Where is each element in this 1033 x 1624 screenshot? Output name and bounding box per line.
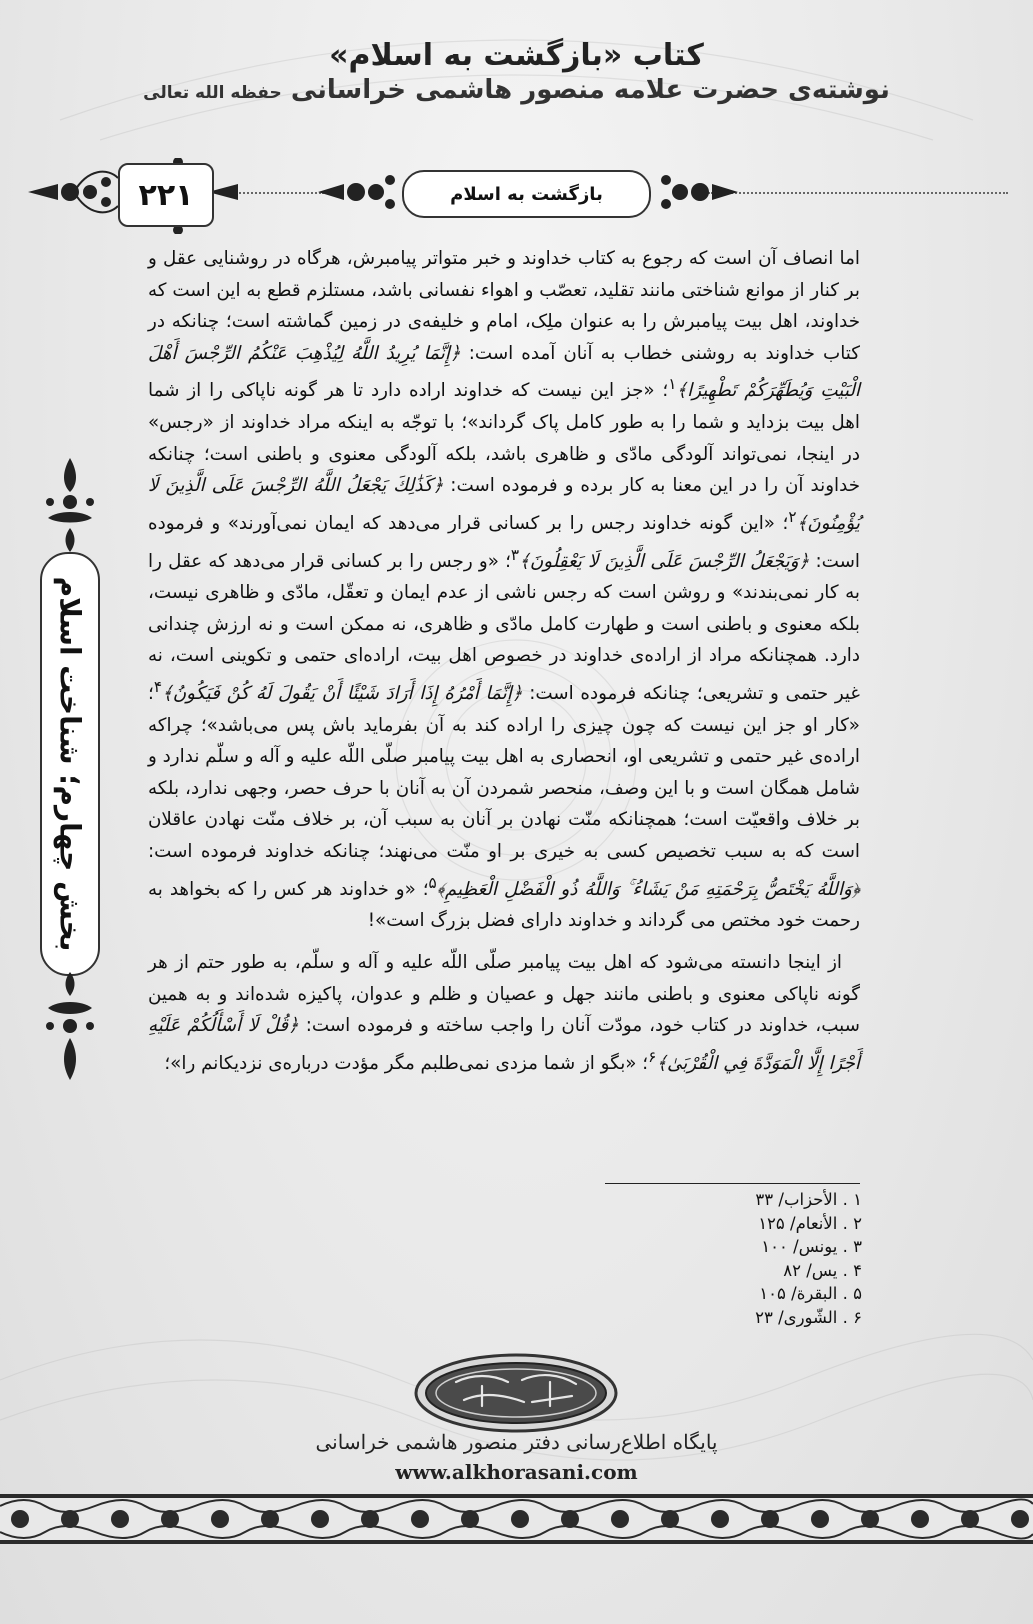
main-text <box>148 243 860 1079</box>
text-segment: ؛ «کار او جز این نیست که چون چیزی را اراده کند به آن بفرماید باش پس می‌باشد»؛ چراکه اراده‌ی غیر حتمی و تشریعی او، انحصاری به اهل بیت پیامبر صلّی اللّه علیه و آله و سلّم ندارد و شامل همگان است و با این وصف، منحصر شمردن آن به آنان با حرف حصر، وجهی ندارد، بلکه بر خلاف واقعیّت است؛ همچنانکه منّت نهادن بر آنان به سبب آن، بر خلاف منّت نهادن عاقلان است که به سبب تخصیص کسی به خیری بر او منّت می‌نهند؛ چنانکه خداوند فرموده است: <box>148 683 860 863</box>
sidebar-top-ornament-icon <box>40 458 100 554</box>
quran-verse: ﴿إِنَّمَا أَمْرُهُ إِذَا أَرَادَ شَيْئًا أَنْ يَقُولَ لَهُ كُنْ فَيَكُونُ﴾ <box>162 683 523 705</box>
quran-verse: ﴿وَيَجْعَلُ الرِّجْسَ عَلَى الَّذِينَ لَا يَعْقِلُونَ﴾ <box>519 550 810 572</box>
sidebar-section-title: بخش چهارم؛ شناخت اسلام <box>53 576 87 952</box>
book-title: کتاب «بازگشت به اسلام» <box>329 38 704 73</box>
site-url-link[interactable]: www.alkhorasani.com <box>395 1460 638 1484</box>
footnote-ref[interactable]: ۳ <box>510 545 520 564</box>
footnotes <box>600 1188 862 1329</box>
text-segment: از اینجا دانسته می‌شود که اهل بیت پیامبر صلّی اللّه علیه و آله و سلّم، به طور حتم از هر گونه ناپاکی معنوی و باطنی مانند جهل و عصیان و ظلم و عدوان، پاکیزه شده‌اند و به همین سبب، خداوند در کتاب خود، مودّت آنان را واجب ساخته و فرموده است: <box>148 951 860 1037</box>
author-line <box>0 75 1033 105</box>
footnote-ref[interactable]: ۵ <box>428 873 437 892</box>
footnote-item: ۶ . الشّوری/ ۲۳ <box>755 1307 862 1327</box>
footnote-ref[interactable]: ۱ <box>668 375 677 394</box>
text-segment: ؛ «و رجس را بر کسانی قرار می‌دهد که عقل را به کار نمی‌بندند» و روشن است که رجس ناشی از عدم ایمان و تعقّل، مادّی و ظاهری نیست، بلکه معنوی و باطنی است و طهارت کامل مادّی و ظاهری، نه ممکن است و نه ارزش چندانی دارد. همچنانکه مراد از اراده‌ی خداوند در خصوص اهل بیت، اراده‌ای حتمی و تکوینی است، نه غیر حتمی و تشریعی؛ چنانکه فرموده است: <box>148 550 860 705</box>
text-segment: ؛ «بگو از شما مزدی نمی‌طلبم مگر مؤدت درباره‌ی نزدیکانم را»؛ <box>164 1052 649 1074</box>
text-segment: ؛ «این گونه خداوند رجس را بر کسانی قرار می‌دهد که ایمان نمی‌آورند» و فرموده است: <box>148 512 860 572</box>
text-segment: ؛ «و خداوند هر کس را که بخواهد به رحمت خود مختص می گرداند و خداوند دارای فضل بزرگ است»! <box>148 878 860 932</box>
sidebar-bottom-ornament-icon <box>40 972 100 1082</box>
footnote-ref[interactable]: ۲ <box>788 507 797 526</box>
quran-verse: ﴿كَذَٰلِكَ يَجْعَلُ اللَّهُ الرِّجْسَ عَلَى الَّذِينَ لَا يُؤْمِنُونَ﴾ <box>148 475 860 534</box>
quran-verse: ﴿وَاللَّهُ يَخْتَصُّ بِرَحْمَتِهِ مَنْ يَشَاءُ ۚ وَاللَّهُ ذُو الْفَضْلِ الْعَظِيمِ﴾ <box>436 878 860 900</box>
footnote-item: ۵ . البقرة/ ۱۰۵ <box>759 1284 862 1303</box>
footnote-divider <box>605 1183 860 1184</box>
author-name: نوشته‌ی حضرت علامه منصور هاشمی خراسانی <box>290 75 890 105</box>
footnote-item: ۲ . الأنعام/ ۱۲۵ <box>758 1213 862 1233</box>
quran-verse: ﴿قُلْ لَا أَسْأَلُكُمْ عَلَيْهِ أَجْرًا إِلَّا الْمَوَدَّةَ فِي الْقُرْبَىٰ﴾ <box>148 1015 860 1074</box>
footnote-item: ۴ . یس/ ۸۲ <box>783 1260 862 1280</box>
header-dotted-line-left <box>232 192 324 194</box>
footnote-ref[interactable]: ۶ <box>648 1047 657 1066</box>
author-honorific: حفظه الله تعالی <box>143 83 282 103</box>
page-number-box: ۲۲۱ <box>118 163 214 227</box>
running-head: بازگشت به اسلام <box>402 170 651 218</box>
paragraph-1 <box>148 243 860 937</box>
footnote-item: ۳ . یونس/ ۱۰۰ <box>761 1237 862 1256</box>
footnote-ref[interactable]: ۴ <box>153 678 162 696</box>
book-header <box>0 38 1033 105</box>
text-segment: ؛ «جز این نیست که خداوند اراده دارد تا هر گونه ناپاکی را از شما اهل بیت بزداید و شما را به طور کامل پاک گرداند»؛ با توجّه به اینکه مراد خداوند از «رجس» در اینجا، نمی‌تواند آلودگی مادّی و ظاهری باشد، بلکه آلودگی معنوی و باطنی است؛ چنانکه خداوند آن را در این معنا به کار برده و فرموده است: <box>148 380 860 497</box>
paragraph-2 <box>148 947 860 1079</box>
site-name: پایگاه اطلاع‌رسانی دفتر منصور هاشمی خراسانی <box>315 1430 718 1454</box>
footnote-item: ۱ . الأحزاب/ ۳۳ <box>755 1190 862 1209</box>
text-segment: اما انصاف آن است که رجوع به کتاب خداوند و خبر متواتر پیامبرش، هرگاه در روشنایی عقل و بر کنار از موانع شناختی مانند تقلید، تعصّب و اهواء نفسانی باشد، مستلزم قطع به این است که خداوند، اهل بیت پیامبرش را به عنوان ملِک، امام و خلیفه‌ی در زمین گماشته است؛ چنانکه در کتاب خداوند به روشنی خطاب به آنان آمده است: <box>148 248 860 364</box>
seal-logo-icon <box>412 1352 620 1434</box>
header-dotted-line-right <box>708 192 1008 194</box>
quran-verse: ﴿إِنَّمَا يُرِيدُ اللَّهُ لِيُذْهِبَ عَنْكُمُ الرِّجْسَ أَهْلَ الْبَيْتِ وَيُطَهِّرَكُمْ تَطْهِيرًا﴾ <box>148 342 860 402</box>
section-sidebar <box>40 552 100 976</box>
bottom-border-ornament <box>0 1494 1033 1544</box>
